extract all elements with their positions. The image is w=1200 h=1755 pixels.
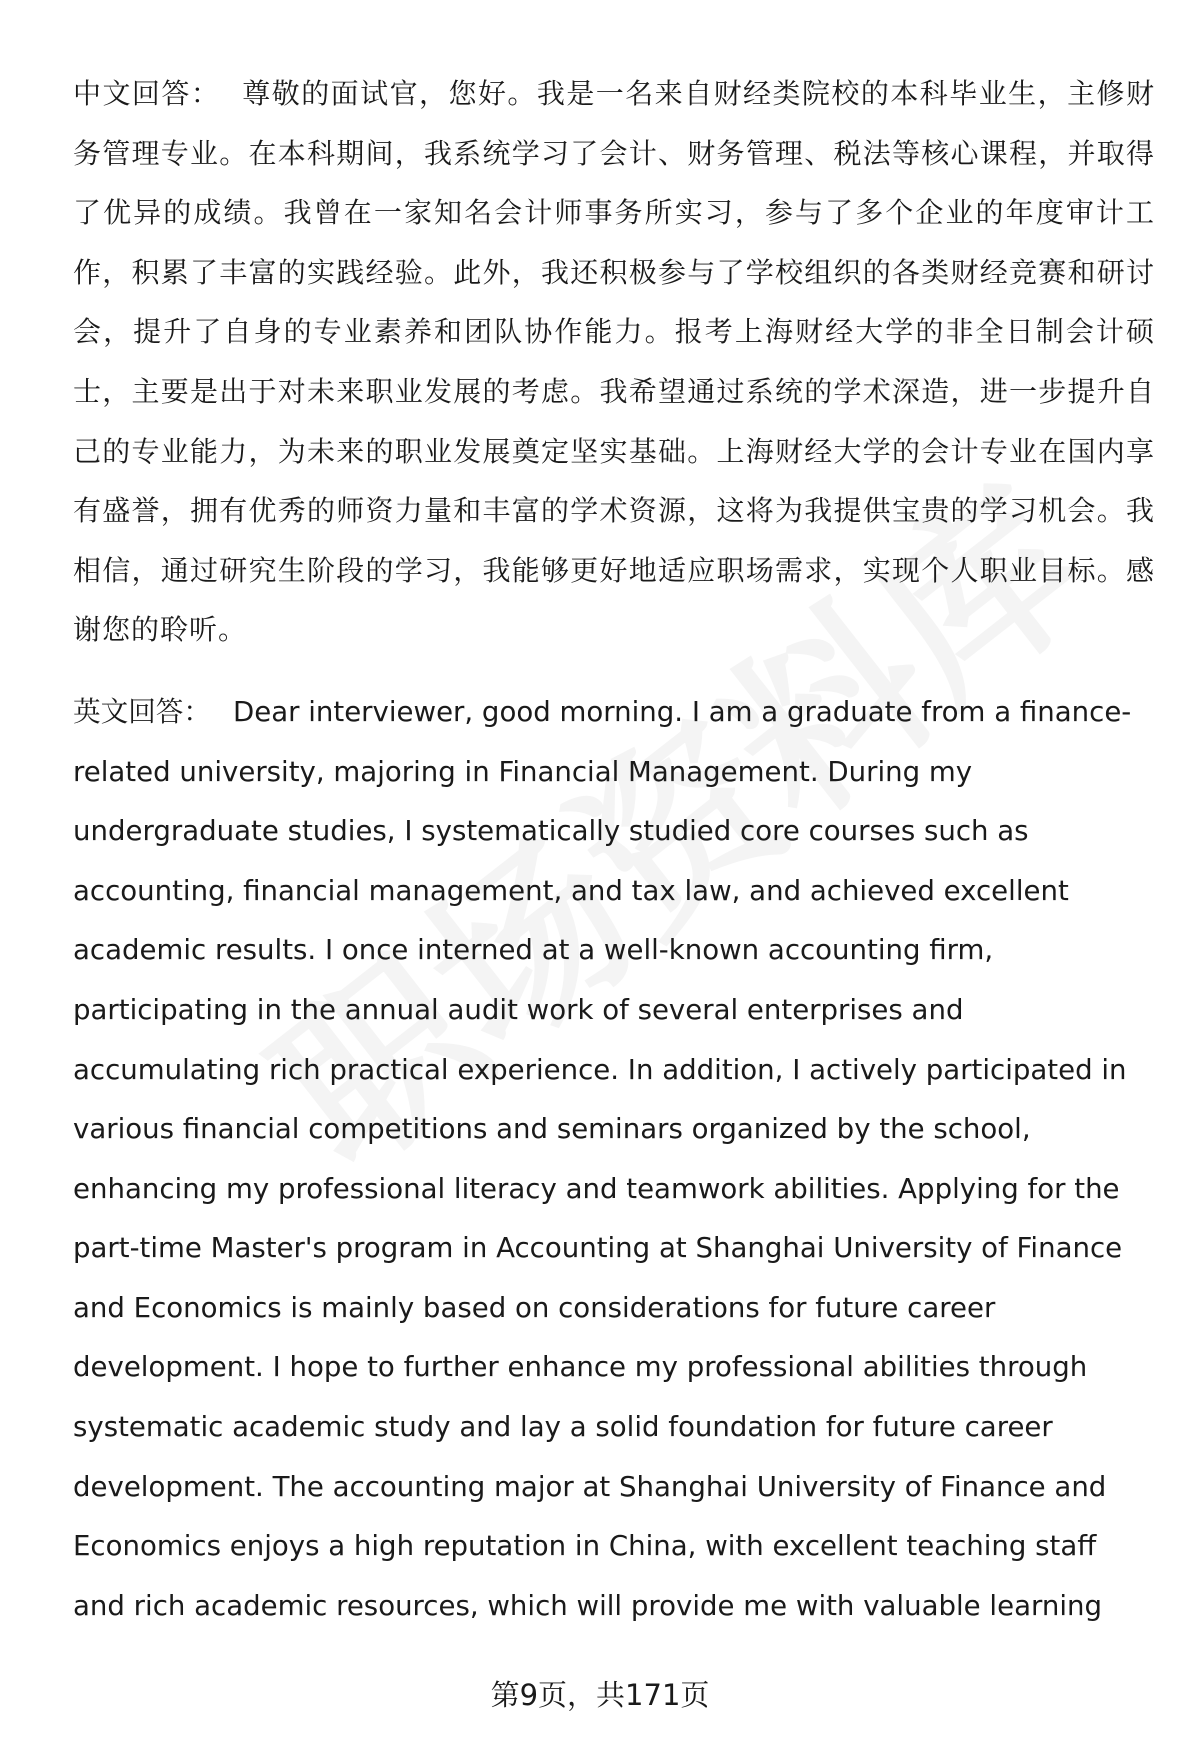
document-body: [73, 64, 1155, 1635]
chinese-answer-paragraph: [73, 64, 1155, 660]
english-answer-paragraph: [73, 682, 1155, 1636]
chinese-answer-label: 中文回答：: [73, 77, 221, 110]
english-answer-label: 英文回答：: [73, 694, 211, 728]
chinese-answer-text: 尊敬的面试官，您好。我是一名来自财经类院校的本科毕业生，主修财务管理专业。在本科期间，我系统学习了会计、财务管理、税法等核心课程，并取得了优异的成绩。我曾在一家知名会计师事务所实习，参与了多个企业的年度审计工作，积累了丰富的实践经验。此外，我还积极参与了学校组织的各类财经竞赛和研讨会，提升了自身的专业素养和团队协作能力。报考上海财经大学的非全日制会计硕士，主要是出于对未来职业发展的考虑。我希望通过系统的学术深造，进一步提升自己的专业能力，为未来的职业发展奠定坚实基础。上海财经大学的会计专业在国内享有盛誉，拥有优秀的师资力量和丰富的学术资源，这将为我提供宝贵的学习机会。我相信，通过研究生阶段的学习，我能够更好地适应职场需求，实现个人职业目标。感谢您的聆听。: [73, 77, 1155, 647]
english-answer-text: Dear interviewer, good morning. I am a graduate from a finance-related university, majoring in Financial Management. During my undergraduate studies, I systematically studied core courses such as accounting, financial management, and tax law, and achieved excellent academic results. I once interned at a well-known accounting firm, participating in the annual audit work of several enterprises and accumulating rich practical experience. In addition, I actively participated in various financial competitions and seminars organized by the school, enhancing my professional literacy and teamwork abilities. Applying for the part-time Master's program in Accounting at Shanghai University of Finance and Economics is mainly based on considerations for future career development. I hope to further enhance my professional abilities through systematic academic study and lay a solid foundation for future career development. The accounting major at Shanghai University of Finance and Economics enjoys a high reputation in China, with excellent teaching staff and rich academic resources, which will provide me with valuable learning: [73, 694, 1132, 1622]
page-number-footer: 第9页，共171页: [490, 1678, 710, 1712]
